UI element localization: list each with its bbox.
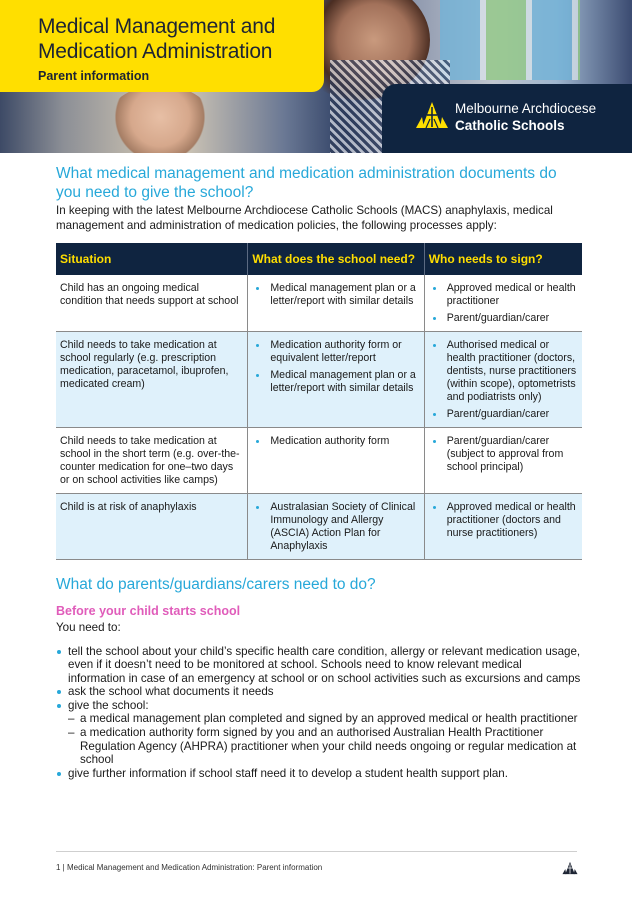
title-line-2: Medication Administration bbox=[38, 40, 273, 63]
parents-section bbox=[56, 575, 582, 780]
signers-cell bbox=[424, 494, 582, 560]
needs-item: Medication authority form bbox=[252, 435, 419, 448]
needs-item: Medical management plan or a letter/report with similar details bbox=[252, 282, 419, 308]
main-content bbox=[56, 164, 582, 780]
logo-text-line-1: Melbourne Archdiocese bbox=[455, 101, 597, 116]
document-title bbox=[38, 14, 324, 64]
list-item: give further information if school staff need it to develop a student health support plan. bbox=[56, 767, 582, 781]
header-situation: Situation bbox=[56, 243, 248, 275]
situation-cell: Child has an ongoing medical condition that needs support at school bbox=[56, 275, 248, 332]
table-row bbox=[56, 494, 582, 560]
parent-actions-list bbox=[56, 645, 582, 781]
hero-banner bbox=[0, 0, 632, 153]
needs-cell bbox=[248, 275, 424, 332]
documents-heading: What medical management and medication administration documents do you need to give the school? bbox=[56, 165, 557, 201]
title-line-1: Medical Management and bbox=[38, 15, 276, 38]
table-row bbox=[56, 275, 582, 332]
needs-item: Medical management plan or a letter/report with similar details bbox=[252, 369, 419, 395]
sub-list-item: – a medication authority form signed by you and an authorised Australian Health Practitioner Regulation Agency (AHPRA) practitioner when your child needs ongoing or regular medication at school bbox=[68, 726, 582, 767]
needs-item: Medication authority form or equivalent letter/report bbox=[252, 339, 419, 365]
table-row bbox=[56, 428, 582, 494]
needs-item: Australasian Society of Clinical Immunology and Allergy (ASCIA) Action Plan for Anaphylaxis bbox=[252, 501, 419, 553]
title-box bbox=[0, 0, 324, 92]
footer-logo-icon bbox=[562, 861, 578, 875]
give-school-label: give the school: bbox=[68, 698, 149, 712]
signer-item: Parent/guardian/carer bbox=[429, 408, 578, 421]
you-need-to-text: You need to: bbox=[56, 621, 121, 634]
signer-item: Authorised medical or health practitioner (doctors, dentists, nurse practitioners (within scope), optometrists and podiatrists only) bbox=[429, 339, 578, 404]
needs-cell bbox=[248, 494, 424, 560]
give-school-sublist bbox=[68, 712, 582, 766]
classroom-posters-image bbox=[440, 0, 580, 80]
requirements-table bbox=[56, 243, 582, 560]
signer-item: Approved medical or health practitioner (doctors and nurse practitioners) bbox=[429, 501, 578, 540]
documents-intro: In keeping with the latest Melbourne Archdiocese Catholic Schools (MACS) anaphylaxis, medical management and administration of medication policies, the following processes apply: bbox=[56, 204, 553, 232]
needs-cell bbox=[248, 428, 424, 494]
header-school-needs: What does the school need? bbox=[248, 243, 424, 275]
needs-cell bbox=[248, 332, 424, 428]
list-item: ask the school what documents it needs bbox=[56, 685, 582, 699]
list-item bbox=[56, 699, 582, 767]
macs-logo-icon bbox=[415, 101, 449, 129]
situation-cell: Child needs to take medication at school in the short term (e.g. over-the-counter medication for one–two days or on school activities like camps) bbox=[56, 428, 248, 494]
signers-cell bbox=[424, 332, 582, 428]
signer-item: Approved medical or health practitioner bbox=[429, 282, 578, 308]
header-who-signs: Who needs to sign? bbox=[424, 243, 582, 275]
footer-divider bbox=[56, 851, 577, 852]
before-school-subheading: Before your child starts school bbox=[56, 604, 241, 618]
table-row bbox=[56, 332, 582, 428]
signer-item: Parent/guardian/carer (subject to approval from school principal) bbox=[429, 435, 578, 474]
situation-cell: Child is at risk of anaphylaxis bbox=[56, 494, 248, 560]
sub-list-item: – a medical management plan completed and signed by an approved medical or health practitioner bbox=[68, 712, 582, 726]
macs-logo-panel bbox=[382, 84, 632, 153]
document-subtitle: Parent information bbox=[38, 69, 150, 83]
signers-cell bbox=[424, 275, 582, 332]
signer-item: Parent/guardian/carer bbox=[429, 312, 578, 325]
signers-cell bbox=[424, 428, 582, 494]
student-photo-boy bbox=[105, 85, 215, 153]
situation-cell: Child needs to take medication at school regularly (e.g. prescription medication, paracetamol, ibuprofen, medicated cream) bbox=[56, 332, 248, 428]
documents-section bbox=[56, 164, 582, 560]
list-item: tell the school about your child’s specific health care condition, allergy or relevant medication usage, even if it doesn’t need to be monitored at school. Schools need to know relevant medical information in case of an emergency at school or on school activities such as excursions and camps bbox=[56, 645, 582, 686]
footer-text: 1 | Medical Management and Medication Administration: Parent information bbox=[56, 863, 323, 872]
logo-text-line-2: Catholic Schools bbox=[455, 118, 565, 133]
parents-heading: What do parents/guardians/carers need to do? bbox=[56, 576, 376, 593]
table-header-row bbox=[56, 243, 582, 275]
